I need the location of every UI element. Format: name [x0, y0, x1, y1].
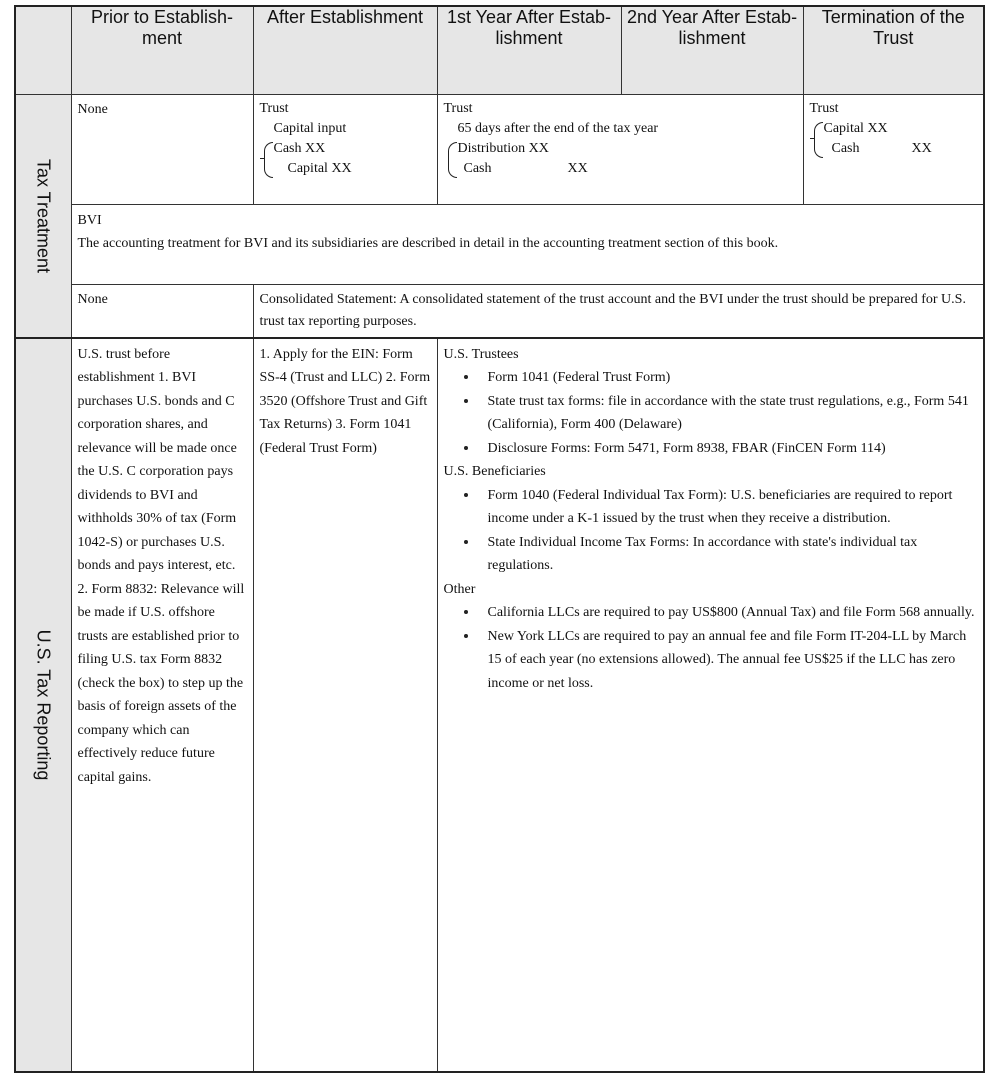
reporting-after-text: 1. Apply for the EIN: Form SS-4 (Trust and LLC) 2. Form 3520 (Offshore Trust and Gift Tax Returns) 3. Form 1041 (Federal Trust Form) [259, 346, 431, 456]
term-line1: Capital [823, 120, 864, 136]
brace-icon [814, 122, 823, 158]
tax-treatment-row-2 [15, 204, 984, 284]
year-entry [444, 139, 797, 179]
list-item: New York LLCs are required to pay an annual fee and file Form IT-204-LL by March 15 of each year (no extensions allowed). The annual fee US$25 if the LLC has zero income or net loss. [444, 625, 978, 696]
group-beneficiaries [444, 460, 978, 578]
section-label-us-tax-reporting: U.S. Tax Reporting [33, 629, 54, 780]
cell-reporting-prior [71, 338, 253, 1072]
header-prior: Prior to Establish-ment [71, 6, 253, 94]
term-title: Trust [809, 100, 839, 116]
group-title: U.S. Beneficiaries [443, 464, 546, 479]
group-title: U.S. Trustees [443, 346, 519, 362]
after-line1: Cash [273, 140, 302, 156]
term-line2: Cash [831, 140, 860, 156]
list-item: Form 1041 (Federal Trust Form) [444, 366, 978, 390]
brace-icon [264, 142, 273, 178]
list-item: California LLCs are required to pay US$800 (Annual Tax) and file Form 568 annually. [444, 601, 978, 625]
bvi-title: BVI [77, 212, 102, 228]
bracket-icon [448, 142, 457, 178]
tax-comparison-table [14, 5, 985, 1073]
prior-none: None [77, 101, 108, 117]
after-title: Trust [259, 100, 289, 116]
cell-prior-none [71, 284, 253, 338]
header-termination: Termination of the Trust [803, 6, 984, 94]
reporting-prior-text: U.S. trust before establishment 1. BVI purchases U.S. bonds and C corporation shares, and relevance will be made once the U.S. C corporation pays dividends to BVI and withholds 30% of tax (Form 1042-S) or purchases U.S. bonds and pays interest, etc. 2. Form 8832: Relevance will be made if U.S. offshore trusts are established prior to filing U.S. tax Form 8832 (check the box) to step up the basis of foreign assets of the company which can effectively reduce future capital gains. [77, 346, 245, 785]
term-line1-amt: XX [867, 120, 888, 136]
cell-after [253, 94, 437, 204]
term-entry [810, 119, 978, 159]
header-year2: 2nd Year After Estab-lishment [621, 6, 803, 94]
after-line1-amt: XX [305, 140, 326, 156]
header-corner [15, 6, 71, 94]
list-item: Disclosure Forms: Form 5471, Form 8938, FBAR (FinCEN Form 114) [444, 437, 978, 461]
cell-reporting-after [253, 338, 437, 1072]
header-year1: 1st Year After Estab-lishment [437, 6, 621, 94]
year-line1-amt: XX [528, 140, 549, 156]
section-us-tax-reporting [15, 338, 71, 1072]
tax-treatment-row-3 [15, 284, 984, 338]
header-after: After Establishment [253, 6, 437, 94]
year-line2-amt: XX [567, 160, 588, 176]
cell-year1-year2 [437, 94, 803, 204]
cell-reporting-groups [437, 338, 984, 1072]
list-item: State Individual Income Tax Forms: In accordance with state's individual tax regulations. [444, 531, 978, 578]
group-other [444, 578, 978, 696]
year-line2: Cash [463, 160, 492, 176]
row3-text: Consolidated Statement: A consolidated statement of the trust account and the BVI under the trust should be prepared for U.S. trust tax reporting purposes. [259, 291, 966, 329]
bvi-text: The accounting treatment for BVI and its subsidiaries are described in detail in the accounting treatment section of this book. [77, 235, 779, 251]
after-entry [260, 139, 431, 179]
after-sub: Capital input [273, 120, 347, 136]
cell-termination [803, 94, 984, 204]
section-label-tax-treatment: Tax Treatment [33, 158, 54, 273]
cell-prior [71, 94, 253, 204]
list-item: State trust tax forms: file in accordance with the state trust regulations, e.g., Form 541 (California), Form 400 (Delaware) [444, 390, 978, 437]
cell-bvi [71, 204, 984, 284]
year-title: Trust [443, 100, 473, 116]
group-trustees [444, 343, 978, 461]
header-row [15, 6, 984, 94]
list-item: Form 1040 (Federal Individual Tax Form): U.S. beneficiaries are required to report income under a K-1 issued by the trust when they receive a distribution. [444, 484, 978, 531]
after-line2: Capital [287, 160, 328, 176]
group-title: Other [443, 581, 476, 597]
tax-treatment-row-1 [15, 94, 984, 204]
year-line1: Distribution [457, 140, 526, 156]
cell-consolidated [253, 284, 984, 338]
row3-prior: None [77, 291, 108, 307]
section-tax-treatment [15, 94, 71, 338]
year-sub: 65 days after the end of the tax year [457, 120, 659, 136]
after-line2-amt: XX [331, 160, 352, 176]
term-line2-amt: XX [911, 140, 932, 156]
us-tax-reporting-row [15, 338, 984, 1072]
